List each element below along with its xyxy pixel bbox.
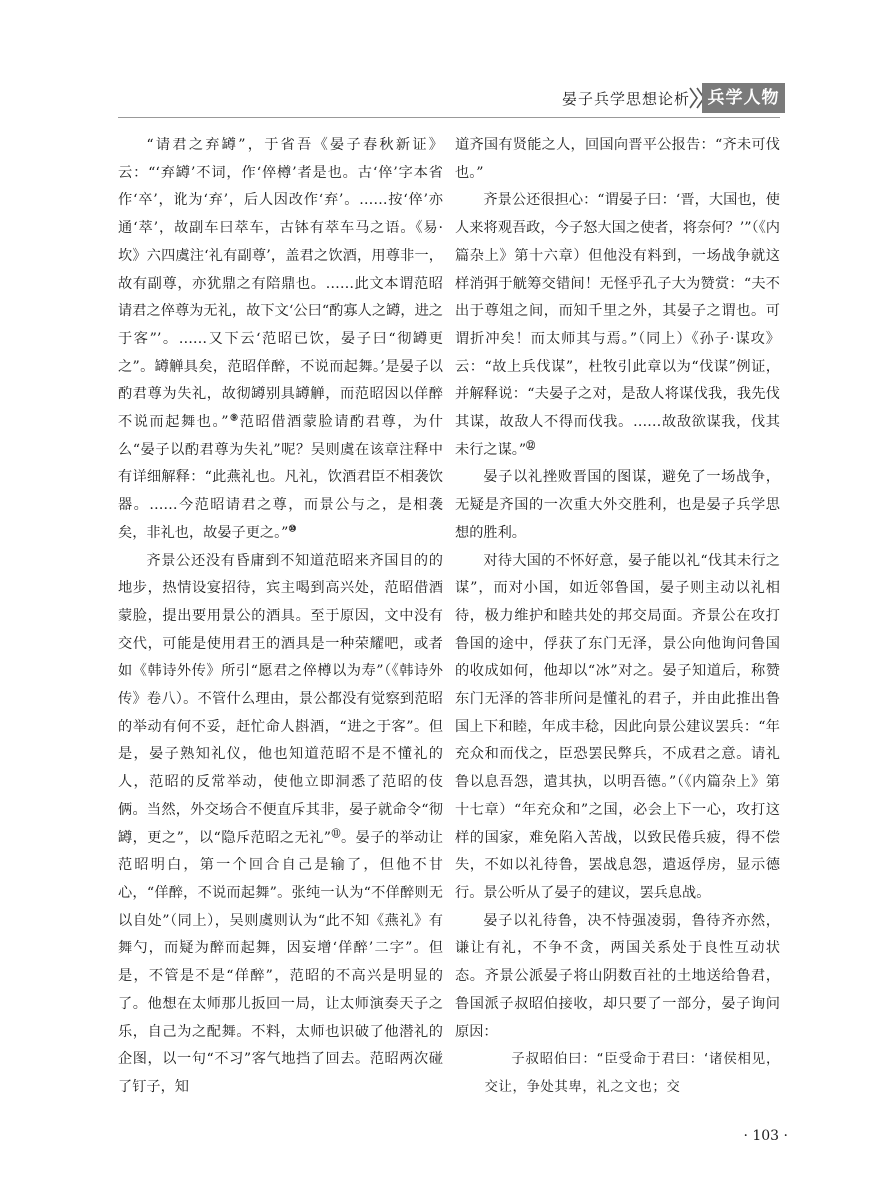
running-header	[0, 83, 890, 113]
article-title: 晏子兵学思想论析	[561, 90, 690, 108]
paragraph	[118, 132, 443, 548]
footnote-marker: ⑨	[228, 413, 240, 424]
right-column	[455, 132, 780, 1102]
paragraph-text: 齐景公还很担心：“谓晏子曰：‘晋，大国也，使人来将观吾政，今子怒大国之使者，将奈何？’”（《内篇杂上》第十六章）但他没有料到，一场战争就这样消弭于觥筹交错间！无怪乎孔子大为赞赏：“夫不出于尊俎之间，而知千里之外，其晏子之谓也。可谓折冲矣！而太师其与焉。”（同上）《孙子·谋攻》云：“故上兵伐谋”，杜牧引此章以为“伐谋”例证，并解释说：“夫晏子之对，是敌人将谋伐我，我先伐其谋，故敌人不得而伐我。……故敌欲谋我，伐其未行之谋。”	[455, 192, 780, 458]
paragraph-text: “请君之弃罇”，于省吾《晏子春秋新证》云：“‘弃罇’不词，作‘倅樽’者是也。古‘倅’字本省作‘卒’，讹为‘弃’，后人因改作‘弃’。……按‘倅’亦通‘萃’，故副车曰萃车，古钵有萃车马之语。《易·坎》六四虞注‘礼有副尊’，盖君之饮酒，用尊非一，故有副尊，亦犹鼎之有陪鼎也。……此文本谓范昭请君之倅尊为无礼，故下文‘公曰“酌寡人之罇，进之于客”’。……又下云‘范昭已饮，晏子曰“彻罇更之”。罇觯具矣，范昭佯醉，不说而起舞。’是晏子以酌君尊为失礼，故彻罇别具罇觯，而范昭因以佯醉不说而起舞也。”	[118, 137, 443, 431]
paragraph	[455, 187, 780, 464]
block-quote: 子叔昭伯曰：“臣受命于君曰：‘诸侯相见，交让，争处其卑，礼之文也；交	[484, 1052, 780, 1095]
page-number: · 103 ·	[743, 1128, 788, 1144]
paragraph: 晏子以礼挫败晋国的图谋，避免了一场战争，无疑是齐国的一次重大外交胜利，也是晏子兵学思想的胜利。	[455, 469, 780, 541]
footnote-marker: ⑩	[288, 524, 297, 535]
footnote-marker: ⑪	[331, 828, 341, 839]
paragraph	[118, 548, 443, 1102]
paragraph: 晏子以礼待鲁，决不恃强凌弱，鲁待齐亦然，谦让有礼，不争不贪，两国关系处于良性互动状态。齐景公派晏子将山阴数百社的土地送给鲁君，鲁国派子叔昭伯接收，却只要了一部分，晏子询问原因：	[455, 912, 780, 1040]
column-label: 兵学人物	[702, 83, 785, 113]
header-rule	[118, 117, 780, 118]
paragraph-text: 范昭借酒蒙脸请酌君尊，为什么“晏子以酌君尊为失礼”呢？吴则虞在该章注释中有详细解释：“此燕礼也。凡礼，饮酒君臣不相袭饮器。……今范昭请君之尊，而景公与之，是相袭矣，非礼也，故晏子更之。”	[118, 414, 443, 541]
paragraph-text: 齐景公还没有昏庸到不知道范昭来齐国目的的地步，热情设宴招待，宾主喝到高兴处，范昭借酒蒙脸，提出要用景公的酒具。至于原因，文中没有交代，可能是使用君王的酒具是一种荣耀吧，或者如《韩诗外传》所引“愿君之倅樽以为寿”（《韩诗外传》卷八）。不管什么理由，景公都没有觉察到范昭的举动有何不妥，赶忙命人斟酒，“进之于客”。但是，晏子熟知礼仪，他也知道范昭不是不懂礼的人，范昭的反常举动，使他立即洞悉了范昭的伎俩。当然，外交场合不便直斥其非，晏子就命令“彻罇，更之”，以“隐斥范昭之无礼”	[118, 552, 443, 846]
left-column	[118, 132, 443, 1102]
paragraph-text: 。晏子的举动让范昭明白，第一个回合自己是输了，但他不甘心，“佯醉，不说而起舞”。张纯一认为“不佯醉则无以自处”（同上），吴则虞则认为“此不知《燕礼》有舞勺，而疑为醉而起舞，因妄增‘佯醉’二字”。但是，不管是不是“佯醉”，范昭的不高兴是明显的了。他想在太师那儿扳回一局，让太师演奏天子之乐，自己为之配舞。不料，太师也识破了他潜礼的企图，以一句“不习”客气地挡了回去。范昭两次碰了钉子，知	[118, 829, 443, 1095]
paragraph: 对待大国的不怀好意，晏子能以礼“伐其未行之谋”，而对小国，如近邻鲁国，晏子则主动以礼相待，极力维护和睦共处的邦交局面。齐景公在攻打鲁国的途中，俘获了东门无泽，景公向他询问鲁国的收成如何，他却以“冰”对之。晏子知道后，称赞东门无泽的答非所问是懂礼的君子，并由此推出鲁国上下和睦，年成丰稔，因此向景公建议罢兵：“年充众和而伐之，臣恐罢民弊兵，不成君之意。请礼鲁以息吾怨，遣其执，以明吾德。”（《内篇杂上》第十七章）“年充众和”之国，必会上下一心，攻打这样的国家，难免陷入苦战，以致民倦兵疲，得不偿失，不如以礼待鲁，罢战息怨，遣返俘房，显示德行。景公听从了晏子的建议，罢兵息战。	[455, 552, 780, 901]
paragraph: 道齐国有贤能之人，回国向晋平公报告：“齐未可伐也。”	[455, 137, 780, 181]
footnote-marker: ⑫	[526, 441, 536, 451]
